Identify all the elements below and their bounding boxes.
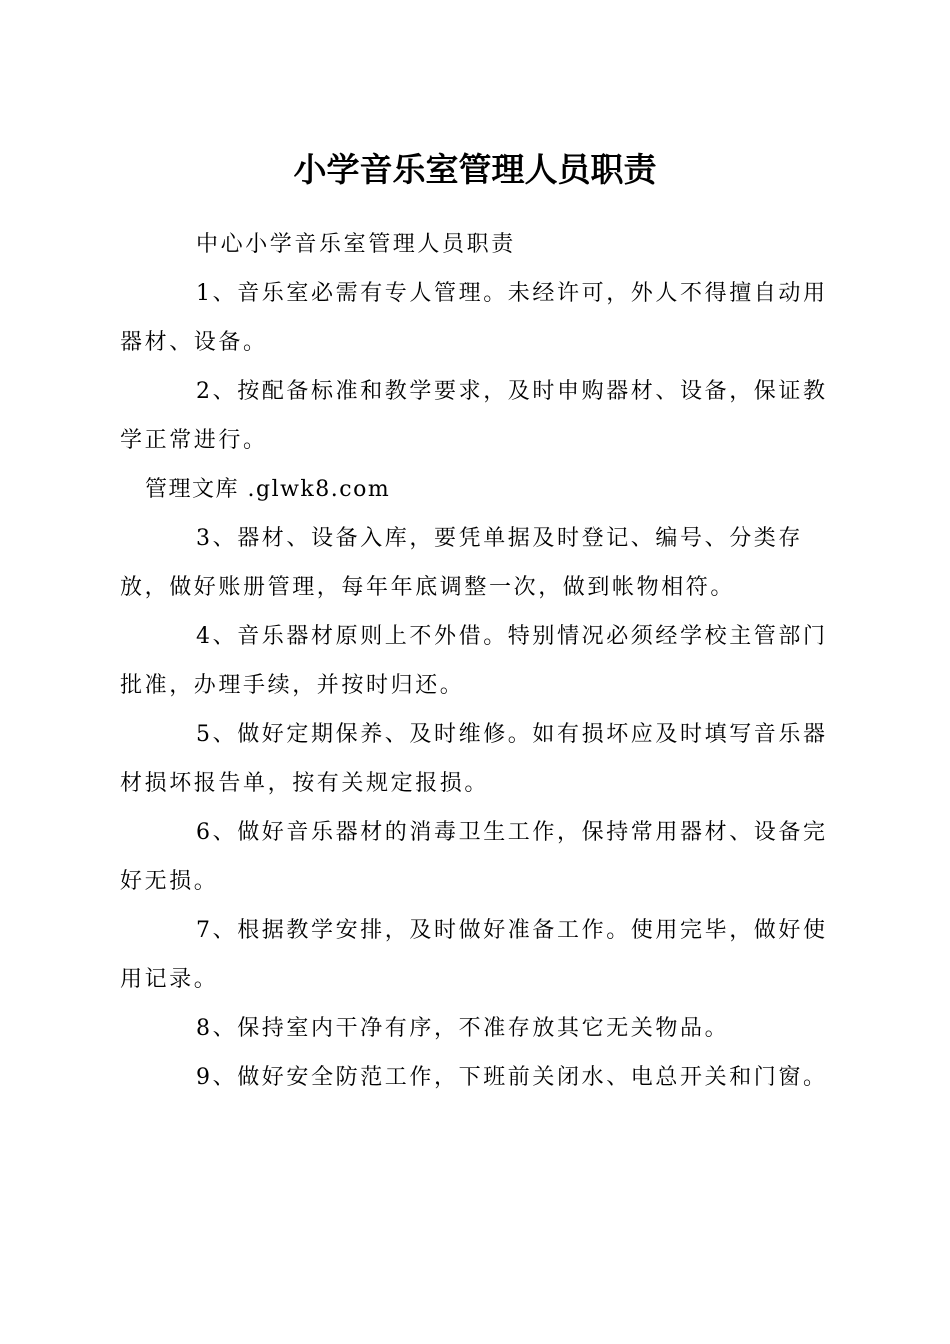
item-3: 3、器材、设备入库，要凭单据及时登记、编号、分类存放，做好账册管理，每年年底调整一次，做到帐物相符。	[120, 526, 803, 600]
document-title: 小学音乐室管理人员职责	[293, 150, 657, 189]
item-6: 6、做好音乐器材的消毒卫生工作，保持常用器材、设备完好无损。	[120, 820, 828, 894]
item-7: 7、根据教学安排，及时做好准备工作。使用完毕，做好使用记录。	[120, 918, 828, 992]
document-body	[120, 220, 838, 1102]
item-1: 1、音乐室必需有专人管理。未经许可，外人不得擅自动用器材、设备。	[120, 281, 828, 355]
item-8: 8、保持室内干净有序，不准存放其它无关物品。	[196, 1016, 730, 1041]
item-9: 9、做好安全防范工作，下班前关闭水、电总开关和门窗。	[196, 1065, 828, 1090]
item-4: 4、音乐器材原则上不外借。特别情况必须经学校主管部门批准，办理手续，并按时归还。	[120, 624, 828, 698]
item-5: 5、做好定期保养、及时维修。如有损坏应及时填写音乐器材损坏报告单，按有关规定报损。	[120, 722, 828, 796]
document-subtitle: 中心小学音乐室管理人员职责	[196, 232, 516, 257]
item-2: 2、按配备标准和教学要求，及时申购器材、设备，保证教学正常进行。	[120, 379, 828, 453]
website-watermark-text: 管理文库 .glwk8.com	[145, 477, 391, 502]
